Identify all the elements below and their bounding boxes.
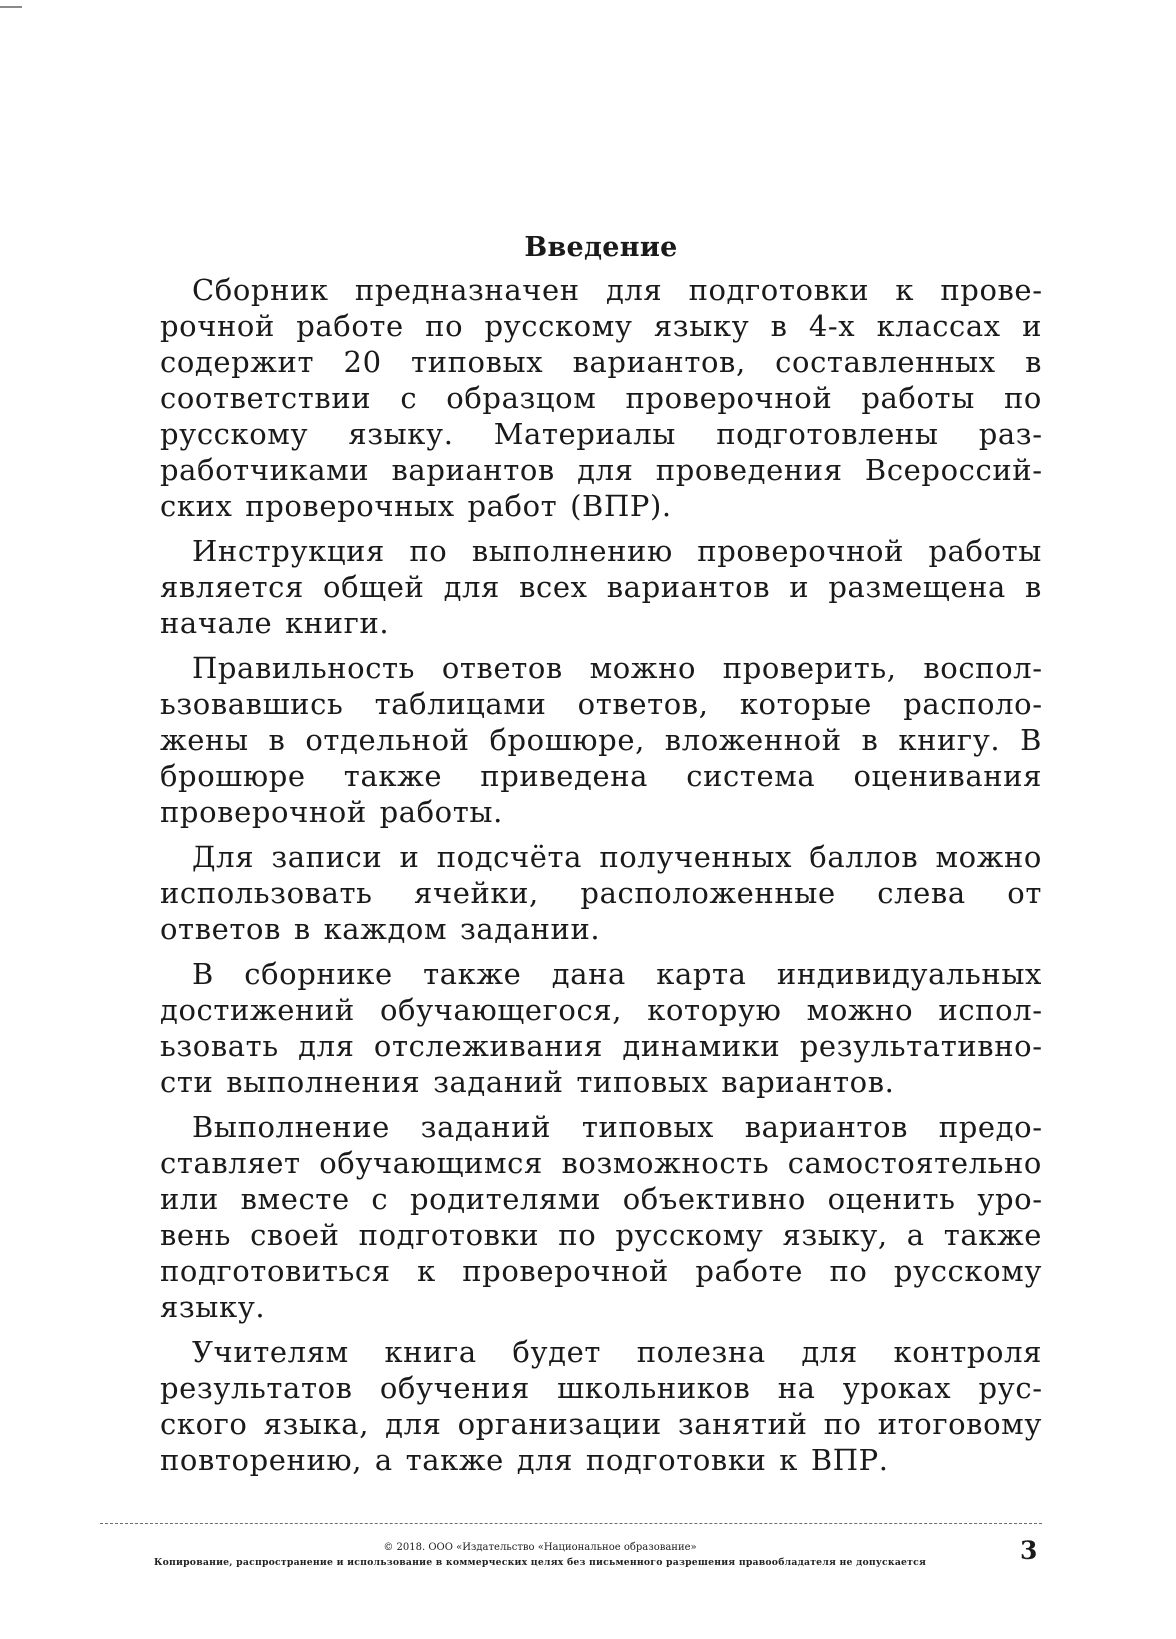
footer-copy-notice: Копирование, распространение и использование в коммерческих целях без письменного разрешения правообладателя не допускается	[153, 1557, 927, 1568]
footer-divider	[100, 1523, 1042, 1524]
paragraph-3: Правильность ответов можно проверить, воспользовавшись таблицами ответов, которые расположены в отдельной брошюре, вложенной в книгу. В брошюре также приведена система оценивания проверочной работы.	[160, 651, 1042, 829]
paragraph-7: Учителям книга будет полезна для контроля результатов обучения школьников на уроках русского языка, для организации занятий по итоговому повторению, а также для подготовки к ВПР.	[160, 1335, 1042, 1477]
page-number: 3	[1020, 1536, 1038, 1565]
paragraph-2: Инструкция по выполнению проверочной работы является общей для всех вариантов и размещена в начале книги.	[160, 534, 1042, 640]
paragraph-1: Сборник предназначен для подготовки к проверочной работе по русскому языку в 4-х классах и содержит 20 типовых вариантов, составленных в соответствии с образцом проверочной работы по русскому языку. Материалы подготовлены разработчиками вариантов для проведения Всероссийских проверочных работ (ВПР).	[160, 273, 1042, 523]
scan-artifact-mark	[0, 6, 22, 8]
footer-copyright: © 2018. ООО «Издательство «Национальное образование»	[383, 1542, 697, 1553]
paragraph-6: Выполнение заданий типовых вариантов предоставляет обучающимся возможность самостоятельно или вместе с родителями объективно оценить уровень своей подготовки по русскому языку, а также подготовиться к проверочной работе по русскому языку.	[160, 1110, 1042, 1324]
page-title: Введение	[524, 232, 678, 263]
paragraph-4: Для записи и подсчёта полученных баллов можно использовать ячейки, расположенные слева от ответов в каждом задании.	[160, 840, 1042, 946]
footer	[100, 1540, 980, 1570]
paragraph-5: В сборнике также дана карта индивидуальных достижений обучающегося, которую можно использовать для отслеживания динамики результативности выполнения заданий типовых вариантов.	[160, 957, 1042, 1099]
page-content	[160, 228, 1042, 1487]
